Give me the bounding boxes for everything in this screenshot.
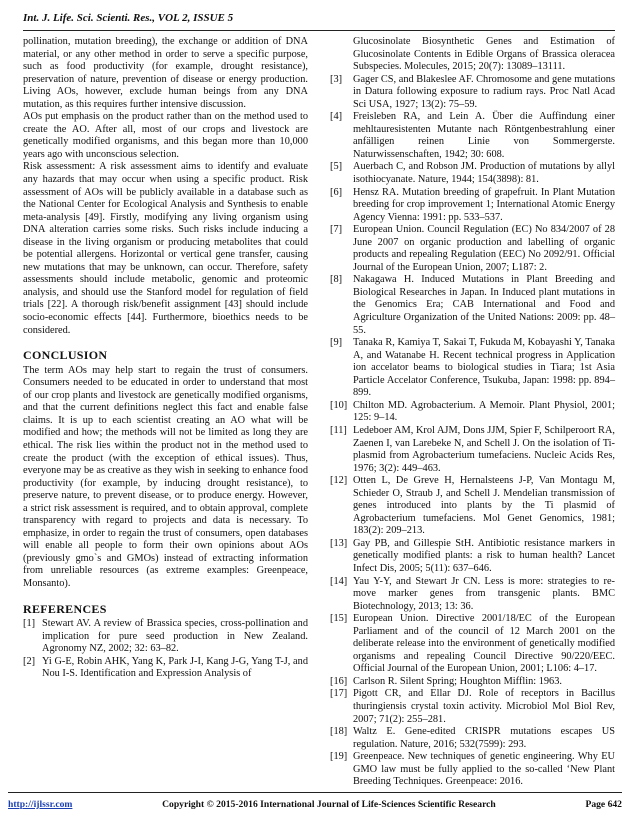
reference-item [330,688,615,726]
reference-number: [5] [330,161,343,173]
reference-item [330,36,615,74]
page-number: Page 642 [585,798,622,810]
reference-text: Pigott CR, and Ellar DJ. Role of receptors in Bacillus thuringiensis crystal toxin activity. Microbiol Mol Biol Rev, 2007; 71(2): 255–281. [353,688,615,725]
reference-number: [6] [330,186,343,198]
reference-number: [2] [23,655,36,667]
reference-number: [3] [330,73,343,85]
reference-text: Nakagawa H. Induced Mutations in Plant Breeding and Biological Researches in Japan. In Induced plant mutations in the Genomics Era; CAB International and Food and Agriculture Organization of the United Nations: 2009: pp. 48–55. [353,274,615,336]
reference-item [330,224,615,274]
reference-item [23,656,308,681]
reference-item [330,751,615,789]
reference-number: [11] [330,424,347,436]
reference-item [330,676,615,689]
body-paragraph: pollination, mutation breeding), the exchange or addition of DNA material, or any other method in order to serve a specific purpose, such as food productivity (for example, drought resistance), preservation of nature, prevention of disease or energy production. Living AOs, however, exclude human beings from any DNA mutation, as this requires further intensive discussion. [23,36,308,110]
reference-number: [10] [330,399,348,411]
reference-number: [4] [330,111,343,123]
copyright-notice: Copyright © 2015-2016 International Journal of Life-Sciences Scientific Research [162,798,496,810]
journal-website-link[interactable]: http://ijlssr.com [8,798,73,810]
reference-item [330,161,615,186]
body-paragraph: AOs put emphasis on the product rather than on the method used to create the AO. After all, most of our crops and livestock are genetically modified organisms, and this began more than 10,000 years ago with unconscious selection. [23,111,308,160]
reference-item [330,425,615,475]
reference-list-left [23,618,308,681]
reference-text: Carlson R. Silent Spring; Houghton Mifflin: 1963. [353,675,562,687]
reference-text: Greenpeace. New techniques of genetic engineering. Why EU GMO law must be fully applied to the so-called ‘New Plant Breeding Techniques. Greenpeace: 2016. [353,751,615,788]
reference-item [330,337,615,400]
reference-list-right [330,36,615,789]
conclusion-text: The term AOs may help start to regain the trust of consumers. Consumers needed to be educated in order to understand that most of our crop plants and livestock are genetically modified organisms, and that the current definitions neglect this fact and enable false claims. It is up to each scientist creating an AO what will be modified and how; the methods will not be limited as long they are ethical. The risk lies within the product not in the method used to create the product (with the exception of ethical issues). Thus, everyone may be as creative as they wish in seeking to enhance food productivity (for example, by inducing drought resistance), to preserve nature, to prevent disease, or to produce energy. However, a strict risk assessment is required, and to obtain approval, complete transparency with regard to projects and data is necessary. To emphasize, in order to regain the trust of consumers, open databases will enable all people to form their own opinions about AOs (previously gmo`s and GMOs) instead of extracting information from unreliable resources (as extreme examples: Greenpeace, Monsanto). [23,364,308,589]
reference-text: Chilton MD. Agrobacterium. A Memoir. Plant Physiol, 2001; 125: 9–14. [353,399,615,424]
reference-item [330,274,615,337]
reference-item [330,400,615,425]
reference-text: Gay PB, and Gillespie StH. Antibiotic resistance markers in genetically modified plants: a risk to human health? Lancet Infect Dis, 2005; 5(11): 637–646. [353,537,615,574]
reference-text: European Union. Directive 2001/18/EC of the European Parliament and of the council of 12 March 2001 on the deliberate release into the environment of genetically modified organisms and repealing Council Directive 90/220/EEC. Official Journal of the European Union, 2001; L106: 4–17. [353,613,615,675]
reference-number: [12] [330,475,348,487]
reference-number: [14] [330,575,348,587]
reference-item [330,74,615,112]
reference-number: [8] [330,274,343,286]
reference-text: Glucosinolate Biosynthetic Genes and Estimation of Glucosinolate Contents in Edible Organs of Brassica oleracea Subspecies. Molecules, 2015; 20(7): 13089–13111. [353,36,615,73]
left-column [23,36,308,786]
reference-number: [19] [330,751,348,763]
reference-item [330,576,615,614]
page-header [23,10,615,31]
reference-item [330,538,615,576]
page-footer [8,792,622,815]
right-column [330,36,615,786]
reference-number: [16] [330,675,348,687]
reference-text: European Union. Council Regulation (EC) No 834/2007 of 28 June 2007 on organic production and labelling of organic products and repealing Regulation (EEC) No 2092/91. Official Journal of the European Union, 2007; L187: 2. [353,224,615,273]
reference-text: Waltz E. Gene-edited CRISPR mutations escapes US regulation. Nature, 2016; 532(7599): 293. [353,726,615,750]
journal-header-title: Int. J. Life. Sci. Scienti. Res., VOL 2, ISSUE 5 [23,12,234,24]
reference-text: Auerbach C, and Robson JM. Production of mutations by allyl isothiocyanate. Nature, 1944; 154(3898): 81. [353,161,615,186]
reference-number: [1] [23,618,36,630]
reference-text: Hensz RA. Mutation breeding of grapefruit. In Plant Mutation breeding for crop improvement 1; International Atomic Energy Agency Vienna: 1991: pp. 533–537. [353,186,615,223]
reference-item [330,726,615,751]
reference-text: Yau Y-Y, and Stewart Jr CN. Less is more: strategies to re-move marker genes from transgenic plants. BMC Biotechnology, 2013; 13: 36. [353,575,615,612]
conclusion-heading: CONCLUSION [23,348,108,363]
body-paragraph: Risk assessment: A risk assessment aims to identify and evaluate any hazards that may occur when using a specific product. Risk assessment of AOs will be publicly available in a database such as the National Center for Ecological Analysis and Synthesis to enable meta-analysis [49]. Firstly, modifying any living organism using DNA alteration carries some risks. Such risks include inducing a disease in the living organism or producing metabolites that could be potential allergens. Horizontal or vertical gene transfer, causing new mutations that may be unknown, can occur. Therefore, safety assessments should include metabolic, genomic and proteomic analysis, and should use the Stanford model for regulation of field trials [22]. A thorough risk/benefit assignment [43] should include socio-economic effects [44]. Furthermore, bioethics needs to be considered. [23,161,308,336]
reference-text: Otten L, De Greve H, Hernalsteens J-P, Van Montagu M, Schieder O, Straub J, and Schell J. Mendelian transmission of genes introduced into plants by the Ti plasmid of Agrobacterium tumefaciens. Mol Genet Genomics, 1981; 183(2): 209–213. [353,475,615,537]
reference-text: Gager CS, and Blakeslee AF. Chromosome and gene mutations in Datura following exposure to radium rays. Proc Natl Acad Sci USA, 1927; 13(2): 75–59. [353,73,615,110]
reference-item [330,475,615,538]
reference-text: Freisleben RA, and Lein A. Über die Auffindung einer mehltauresistenten Mutante nach Röntgenbestrahlung einer anfälligen reinen Linie von Sommergerste. Naturwissenschaften, 1942; 30: 608. [353,111,615,160]
reference-number: [13] [330,537,348,549]
reference-item [330,187,615,225]
reference-number: [17] [330,688,348,700]
reference-item [330,613,615,676]
reference-number: [9] [330,337,343,349]
reference-text: Yi G-E, Robin AHK, Yang K, Park J-I, Kang J-G, Yang T-J, and Nou I-S. Identification and Expression Analysis of [42,655,308,680]
reference-text: Tanaka R, Kamiya T, Sakai T, Fukuda M, Kobayashi Y, Tanaka A, and Watanabe H. Recent technical progress in Application ion accelator beams to biological studies in Tiara; 1st Asia Particle Accelator Conference, Tsukuba, Japan: 1998: pp. 894–899. [353,337,615,399]
two-column-body [23,36,615,786]
reference-number: [7] [330,224,343,236]
reference-item [23,618,308,656]
reference-number: [18] [330,726,348,738]
reference-text: Ledeboer AM, Krol AJM, Dons JJM, Spier F, Schilperoort RA, Zaenen I, van Larebeke N, and Schell J. On the isolation of Ti-plasmid from Agrobacterium tumefaciens. Nucleic Acids Res, 1976; 3(2): 449–463. [353,424,615,474]
reference-text: Stewart AV. A review of Brassica species, cross-pollination and implication for pure seed production in New Zealand. Agronomy NZ, 2002; 32: 63–82. [42,618,308,655]
reference-item [330,111,615,161]
reference-number: [15] [330,613,348,625]
references-heading: REFERENCES [23,601,107,616]
